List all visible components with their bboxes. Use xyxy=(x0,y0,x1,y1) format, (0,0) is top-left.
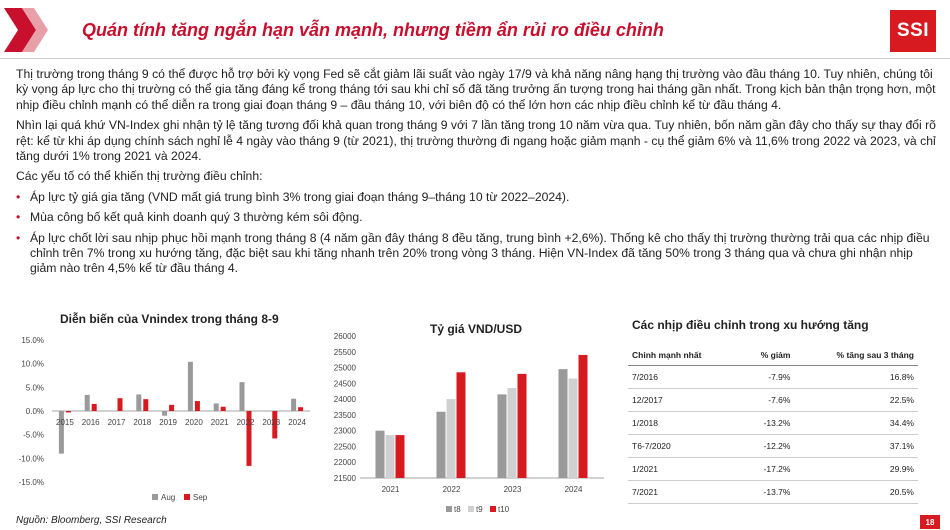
table-title: Các nhịp điều chỉnh trong xu hướng tăng xyxy=(632,318,869,332)
table-row xyxy=(628,481,918,504)
legend-label: t9 xyxy=(476,505,483,514)
table-cell: -12.2% xyxy=(740,435,795,458)
bar-aug xyxy=(291,399,296,411)
bar-t10 xyxy=(579,355,588,478)
bar-aug xyxy=(111,411,116,412)
x-tick-label: 2022 xyxy=(442,485,461,494)
table-header: Chỉnh mạnh nhất xyxy=(628,345,740,366)
bar-aug xyxy=(136,394,141,411)
legend-label: Sep xyxy=(193,493,208,502)
bar-t8 xyxy=(437,412,446,478)
list-item: • Áp lực chốt lời sau nhịp phục hồi mạnh trong tháng 8 (4 năm gần đây tháng 8 đều tăng, trung bình +2,6%). Thống kê cho thấy thị trường thường trải qua các nhịp điều chỉnh trên 7% trong xu hướng tăng, đặc biệt sau khi tăng nhanh trên 20% trong vòng 3 tháng. Hiện VN-Index đã tăng 50% trong 3 tháng qua và chưa ghi nhận nhịp giảm nào trên 4,5% kể từ đầu tháng 4. xyxy=(16,230,930,276)
table-cell: 1/2018 xyxy=(628,412,740,435)
bar-t10 xyxy=(457,372,466,478)
legend-label: t10 xyxy=(498,505,510,514)
table-cell: -17.2% xyxy=(740,458,795,481)
y-tick-label: 23500 xyxy=(333,410,356,420)
table-cell: 34.4% xyxy=(794,412,918,435)
x-tick-label: 2023 xyxy=(503,485,522,494)
vnindex-chart xyxy=(10,330,320,510)
fx-chart xyxy=(322,330,612,515)
bullet-icon: • xyxy=(16,210,21,225)
y-tick-label: -5.0% xyxy=(23,430,44,440)
y-tick-label: 26000 xyxy=(333,332,356,341)
table-cell: -13.2% xyxy=(740,412,795,435)
table-header: % tăng sau 3 tháng xyxy=(794,345,918,366)
legend-label: t8 xyxy=(454,505,461,514)
bar-sep xyxy=(221,407,226,411)
y-tick-label: 22000 xyxy=(333,458,356,468)
table-cell: 7/2016 xyxy=(628,366,740,389)
bar-t10 xyxy=(396,435,405,478)
x-tick-label: 2018 xyxy=(133,418,152,427)
y-tick-label: -15.0% xyxy=(18,478,44,487)
y-tick-label: 24500 xyxy=(333,379,356,389)
table-cell: 20.5% xyxy=(794,481,918,504)
y-tick-label: 24000 xyxy=(333,395,356,405)
x-tick-label: 2016 xyxy=(81,418,100,427)
bar-sep xyxy=(92,404,97,411)
table-row xyxy=(628,366,918,389)
ssi-logo: SSI xyxy=(890,10,936,52)
table-row xyxy=(628,389,918,412)
table-row xyxy=(628,458,918,481)
paragraph-2: Nhìn lại quá khứ VN-Index ghi nhận tỷ lệ tăng tương đối khả quan trong tháng 9 với 7 lần tăng trong 10 năm vừa qua. Tuy nhiên, bốn năm gần đây cho thấy sự thay đổi rõ rệt: kể từ khi áp dụng chính sách nghỉ lễ 4 ngày vào tháng 9 (từ 2021), thị trường thường đi ngang hoặc giảm mạnh - cụ thể giảm 6% và 11,6% trong 2022 và 2023, và chỉ tăng dưới 1% trong 2021 và 2024. xyxy=(16,118,936,164)
bar-sep xyxy=(143,399,148,411)
bar-t8 xyxy=(559,369,568,478)
page-number: 18 xyxy=(920,515,940,529)
x-tick-label: 2020 xyxy=(185,418,203,427)
table-cell: 1/2021 xyxy=(628,458,740,481)
bar-aug xyxy=(162,411,167,416)
bar-t9 xyxy=(569,379,578,478)
source-note: Nguồn: Bloomberg, SSI Research xyxy=(16,515,167,526)
page-title: Quán tính tăng ngắn hạn vẫn mạnh, nhưng tiềm ẩn rủi ro điều chỉnh xyxy=(82,20,664,40)
table-header: % giảm xyxy=(740,345,795,366)
header xyxy=(0,0,950,58)
bullet-list xyxy=(16,190,936,277)
table-cell: 29.9% xyxy=(794,458,918,481)
y-tick-label: 25500 xyxy=(333,347,356,357)
legend-swatch xyxy=(184,494,190,500)
y-tick-label: 5.0% xyxy=(25,383,44,393)
table-cell: 7/2021 xyxy=(628,481,740,504)
x-tick-label: 2021 xyxy=(381,485,400,494)
y-tick-label: 25000 xyxy=(333,363,356,373)
bar-aug xyxy=(188,362,193,411)
table-cell: -7.9% xyxy=(740,366,795,389)
table-row xyxy=(628,412,918,435)
x-tick-label: 2019 xyxy=(159,418,177,427)
paragraph-3: Các yếu tố có thể khiến thị trường điều chỉnh: xyxy=(16,169,263,184)
y-tick-label: 22500 xyxy=(333,442,356,452)
bar-t9 xyxy=(447,399,456,478)
x-tick-label: 2015 xyxy=(56,418,74,427)
legend-swatch xyxy=(446,506,452,512)
x-tick-label: 2017 xyxy=(107,418,126,427)
y-tick-label: -10.0% xyxy=(18,454,44,464)
table-cell: -7.6% xyxy=(740,389,795,412)
x-tick-label: 2024 xyxy=(288,418,306,427)
bar-sep xyxy=(66,411,71,412)
bullet-icon: • xyxy=(16,230,21,245)
x-tick-label: 2023 xyxy=(262,418,281,427)
bar-sep xyxy=(195,401,200,411)
list-item: • Mùa công bố kết quả kinh doanh quý 3 thường kém sôi động. xyxy=(16,210,363,225)
bar-aug xyxy=(240,382,245,411)
legend-swatch xyxy=(468,506,474,512)
legend-label: Aug xyxy=(161,493,176,502)
chart1-title: Diễn biến của Vnindex trong tháng 8-9 xyxy=(60,312,279,326)
bar-sep xyxy=(169,405,174,411)
table-cell: 37.1% xyxy=(794,435,918,458)
bar-t10 xyxy=(518,374,527,478)
body-text xyxy=(16,67,936,282)
y-tick-label: 15.0% xyxy=(21,336,44,345)
bar-sep xyxy=(118,398,123,411)
x-tick-label: 2024 xyxy=(564,485,583,494)
y-tick-label: 21500 xyxy=(333,474,356,483)
legend-swatch xyxy=(490,506,496,512)
bar-aug xyxy=(265,411,270,412)
table-cell: -13.7% xyxy=(740,481,795,504)
x-tick-label: 2021 xyxy=(210,418,229,427)
chevron-logo-icon xyxy=(4,8,52,52)
y-tick-label: 10.0% xyxy=(21,359,44,369)
correction-table xyxy=(628,345,918,504)
chart2-title: Tỷ giá VND/USD xyxy=(430,322,523,336)
table-row xyxy=(628,435,918,458)
legend-swatch xyxy=(152,494,158,500)
bar-t8 xyxy=(498,394,507,478)
y-tick-label: 23000 xyxy=(333,426,356,436)
y-tick-label: 0.0% xyxy=(25,407,44,416)
bar-t8 xyxy=(376,431,385,478)
x-tick-label: 2022 xyxy=(236,418,255,427)
bar-t9 xyxy=(386,435,395,478)
list-item: • Áp lực tỷ giá gia tăng (VND mất giá trung bình 3% trong giai đoạn tháng 9–tháng 10 từ 2022–2024). xyxy=(16,189,570,204)
table-cell: T6-7/2020 xyxy=(628,435,740,458)
table-cell: 22.5% xyxy=(794,389,918,412)
bar-aug xyxy=(85,395,90,411)
table-cell: 16.8% xyxy=(794,366,918,389)
bar-t9 xyxy=(508,388,517,478)
bar-sep xyxy=(298,407,303,411)
paragraph-1: Thị trường trong tháng 9 có thể được hỗ trợ bởi kỳ vọng Fed sẽ cắt giảm lãi suất vào ngày 17/9 và khả năng nâng hạng thị trường vào đầu tháng 10. Tuy nhiên, chúng tôi kỳ vọng áp lực cho thị trường có thể gia tăng đáng kể trong tháng tới sau khi chỉ số đã tăng trưởng ấn tượng trong hai tháng gần nhất. Trong kịch bản thận trọng hơn, một nhịp điều chỉnh mạnh có thể diễn ra trong giai đoạn tháng 9 – đầu tháng 10, với biên độ có thể lớn hơn các nhịp điều chỉnh kể từ đầu tháng 4. xyxy=(16,67,936,112)
bullet-icon: • xyxy=(16,189,21,204)
header-divider xyxy=(0,58,950,59)
bar-aug xyxy=(214,403,219,411)
table-cell: 12/2017 xyxy=(628,389,740,412)
